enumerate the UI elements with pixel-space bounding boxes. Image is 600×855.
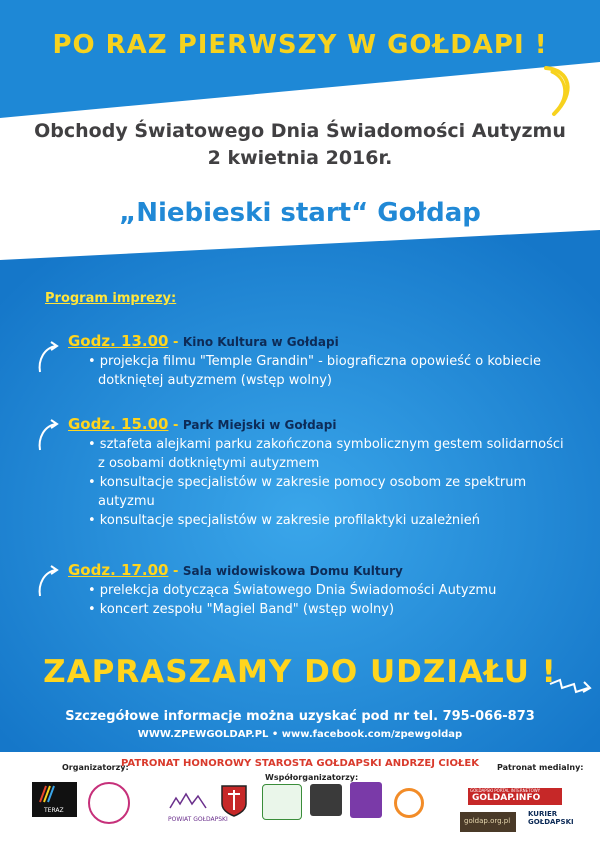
block-dash: -	[168, 335, 183, 350]
coorganizers-label: Współorganizatorzy:	[265, 773, 359, 782]
block-venue: Sala widowiskowa Domu Kultury	[182, 564, 403, 578]
association-logo	[88, 782, 130, 824]
zigzag-arrow-icon	[548, 676, 596, 706]
website-links[interactable]: WWW.ZPEWGOLDAP.PL • www.facebook.com/zpewgoldap	[137, 729, 463, 740]
goldaporg-text: goldap.org.pl	[464, 817, 511, 825]
teraz-logo	[32, 782, 77, 817]
kurier-text-1: KURIER	[528, 810, 558, 818]
block-time: Godz. 15.00	[68, 415, 169, 433]
goldapinfo-tagline: GOŁDAPSKI PORTAL INTERNETOWY	[470, 788, 541, 793]
block-line: autyzmu	[98, 494, 155, 509]
block-line: • koncert zespołu "Magiel Band" (wstęp wolny)	[88, 602, 395, 617]
teraz-logo-text: TERAZ	[44, 807, 64, 814]
subtitle-line-1: Obchody Światowego Dnia Świadomości Autyzmu	[34, 120, 566, 142]
block-line: z osobami dotkniętymi autyzmem	[98, 456, 320, 471]
patronage: PATRONAT HONOROWY STAROSTA GOŁDAPSKI ANDRZEJ CIOŁEK	[121, 758, 479, 769]
goldaporg-logo	[460, 812, 516, 832]
block-dash: -	[168, 418, 183, 433]
block-line: • konsultacje specjalistów w zakresie pomocy osobom ze spektrum	[88, 475, 527, 490]
block-venue: Park Miejski w Gołdapi	[182, 418, 337, 432]
kurier-logo	[528, 810, 574, 834]
program-label: Program imprezy:	[45, 291, 177, 306]
teraz-logo-mark	[32, 782, 77, 806]
curved-arrow-icon	[36, 340, 62, 374]
curved-arrow-icon	[36, 418, 62, 452]
powiat-logo	[166, 790, 211, 816]
curved-arrow-icon	[36, 564, 62, 598]
block-line: • prelekcja dotycząca Światowego Dnia Świadomości Autyzmu	[88, 583, 497, 598]
organizers-label: Organizatorzy:	[62, 763, 129, 772]
block-line: • konsultacje specjalistów w zakresie profilaktyki uzależnień	[88, 513, 481, 528]
block-time: Godz. 13.00	[68, 332, 169, 350]
goldapinfo-logo	[468, 788, 562, 805]
headline: PO RAZ PIERWSZY W GOŁDAPI !	[52, 30, 548, 60]
media-label: Patronat medialny:	[497, 763, 584, 772]
powiat-logo-text: POWIAT GOŁDAPSKI	[168, 816, 228, 823]
gops-logo	[262, 784, 302, 820]
block-dash: -	[168, 564, 183, 579]
circle-logo	[394, 788, 424, 818]
coat-of-arms-icon	[220, 784, 248, 818]
program-block-2	[68, 415, 564, 530]
call-to-action: ZAPRASZAMY DO UDZIAŁU !	[43, 654, 557, 690]
goldapinfo-text: GOLDAP.INFO	[472, 793, 541, 803]
subtitle-line-2: 2 kwietnia 2016r.	[207, 147, 393, 169]
block-time: Godz. 17.00	[68, 561, 169, 579]
block-line: • projekcja filmu "Temple Grandin" - biograficzna opowieść o kobiecie	[88, 354, 541, 369]
contact-info: Szczegółowe informacje można uzyskać pod nr tel. 795-066-873	[65, 709, 535, 724]
block-line: • sztafeta alejkami parku zakończona symbolicznym gestem solidarności	[88, 437, 564, 452]
block-line: dotkniętej autyzmem (wstęp wolny)	[98, 373, 332, 388]
event-name: „Niebieski start“ Gołdap	[119, 198, 481, 228]
swirl-icon	[540, 62, 580, 120]
kurier-text-2: GOŁDAPSKI	[528, 818, 574, 826]
sport-logo	[310, 784, 342, 816]
program-block-3	[68, 561, 496, 619]
block-venue: Kino Kultura w Gołdapi	[182, 335, 339, 349]
program-block-1	[68, 332, 541, 390]
people-logo	[350, 782, 382, 818]
